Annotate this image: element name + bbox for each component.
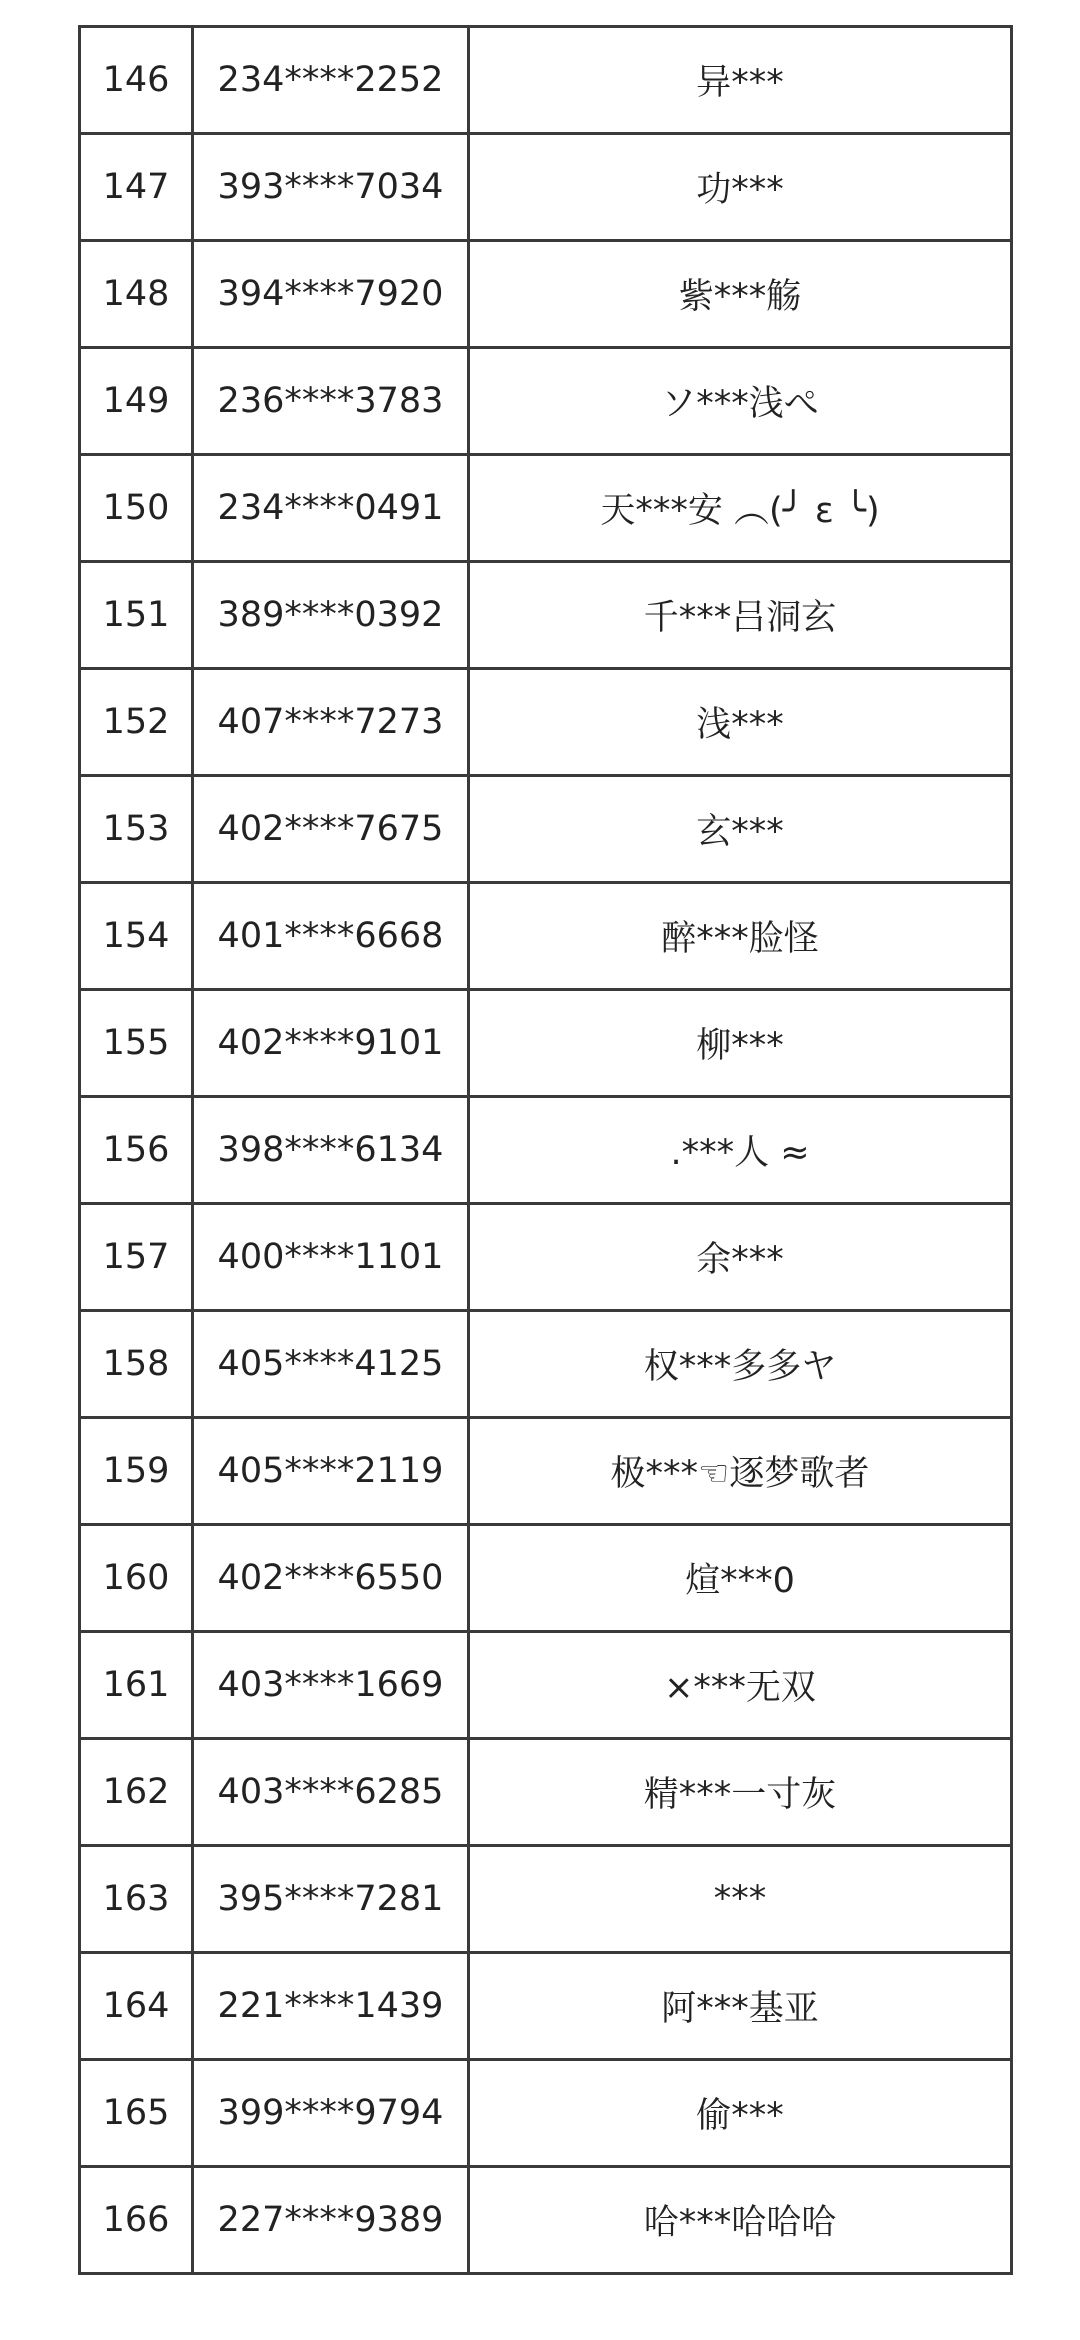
table-row	[80, 669, 1012, 776]
table-row	[80, 776, 1012, 883]
user-id-cell: 236****3783	[193, 348, 469, 455]
nickname-cell: 偷***	[469, 2060, 1012, 2167]
rank-cell: 162	[80, 1739, 193, 1846]
table-row	[80, 27, 1012, 134]
nickname-cell: .***人 ≈	[469, 1097, 1012, 1204]
winners-table-container	[78, 25, 1010, 2275]
rank-cell: 159	[80, 1418, 193, 1525]
nickname-cell: 玄***	[469, 776, 1012, 883]
user-id-cell: 234****2252	[193, 27, 469, 134]
rank-cell: 163	[80, 1846, 193, 1953]
rank-cell: 156	[80, 1097, 193, 1204]
user-id-cell: 407****7273	[193, 669, 469, 776]
table-row	[80, 1525, 1012, 1632]
nickname-cell: 余***	[469, 1204, 1012, 1311]
table-row	[80, 348, 1012, 455]
nickname-cell: 浅***	[469, 669, 1012, 776]
nickname-cell: 哈***哈哈哈	[469, 2167, 1012, 2274]
table-row	[80, 1418, 1012, 1525]
nickname-cell: 功***	[469, 134, 1012, 241]
table-row	[80, 455, 1012, 562]
user-id-cell: 405****4125	[193, 1311, 469, 1418]
user-id-cell: 402****7675	[193, 776, 469, 883]
rank-cell: 151	[80, 562, 193, 669]
user-id-cell: 395****7281	[193, 1846, 469, 1953]
user-id-cell: 401****6668	[193, 883, 469, 990]
rank-cell: 147	[80, 134, 193, 241]
rank-cell: 152	[80, 669, 193, 776]
table-row	[80, 241, 1012, 348]
nickname-cell: 精***一寸灰	[469, 1739, 1012, 1846]
rank-cell: 160	[80, 1525, 193, 1632]
user-id-cell: 399****9794	[193, 2060, 469, 2167]
nickname-cell: 千***吕洞玄	[469, 562, 1012, 669]
user-id-cell: 402****6550	[193, 1525, 469, 1632]
nickname-cell: 煊***0	[469, 1525, 1012, 1632]
rank-cell: 166	[80, 2167, 193, 2274]
table-row	[80, 2060, 1012, 2167]
user-id-cell: 405****2119	[193, 1418, 469, 1525]
table-row	[80, 1311, 1012, 1418]
table-row	[80, 2167, 1012, 2274]
nickname-cell: 异***	[469, 27, 1012, 134]
rank-cell: 146	[80, 27, 193, 134]
rank-cell: 161	[80, 1632, 193, 1739]
rank-cell: 149	[80, 348, 193, 455]
table-row	[80, 134, 1012, 241]
user-id-cell: 227****9389	[193, 2167, 469, 2274]
user-id-cell: 234****0491	[193, 455, 469, 562]
nickname-cell: 极***☜逐梦歌者	[469, 1418, 1012, 1525]
user-id-cell: 389****0392	[193, 562, 469, 669]
rank-cell: 148	[80, 241, 193, 348]
rank-cell: 153	[80, 776, 193, 883]
nickname-cell: ×***无双	[469, 1632, 1012, 1739]
rank-cell: 155	[80, 990, 193, 1097]
table-body	[80, 27, 1012, 2274]
user-id-cell: 403****1669	[193, 1632, 469, 1739]
user-id-cell: 221****1439	[193, 1953, 469, 2060]
bottom-edge	[0, 2332, 1080, 2340]
nickname-cell: 醉***脸怪	[469, 883, 1012, 990]
user-id-cell: 400****1101	[193, 1204, 469, 1311]
table-row	[80, 1204, 1012, 1311]
table-row	[80, 1846, 1012, 1953]
rank-cell: 164	[80, 1953, 193, 2060]
rank-cell: 150	[80, 455, 193, 562]
user-id-cell: 403****6285	[193, 1739, 469, 1846]
nickname-cell: 阿***基亚	[469, 1953, 1012, 2060]
user-id-cell: 398****6134	[193, 1097, 469, 1204]
table-row	[80, 562, 1012, 669]
nickname-cell: ***	[469, 1846, 1012, 1953]
table-row	[80, 990, 1012, 1097]
nickname-cell: 紫***觞	[469, 241, 1012, 348]
rank-cell: 157	[80, 1204, 193, 1311]
rank-cell: 158	[80, 1311, 193, 1418]
user-id-cell: 394****7920	[193, 241, 469, 348]
table-row	[80, 1097, 1012, 1204]
nickname-cell: ソ***浅ぺ	[469, 348, 1012, 455]
nickname-cell: 天***安 ︵(╯ ε ╰)	[469, 455, 1012, 562]
rank-cell: 165	[80, 2060, 193, 2167]
table-row	[80, 1953, 1012, 2060]
user-id-cell: 402****9101	[193, 990, 469, 1097]
winners-table	[78, 25, 1013, 2275]
rank-cell: 154	[80, 883, 193, 990]
table-row	[80, 1632, 1012, 1739]
table-row	[80, 1739, 1012, 1846]
nickname-cell: 柳***	[469, 990, 1012, 1097]
nickname-cell: 权***多多ヤ	[469, 1311, 1012, 1418]
table-row	[80, 883, 1012, 990]
user-id-cell: 393****7034	[193, 134, 469, 241]
